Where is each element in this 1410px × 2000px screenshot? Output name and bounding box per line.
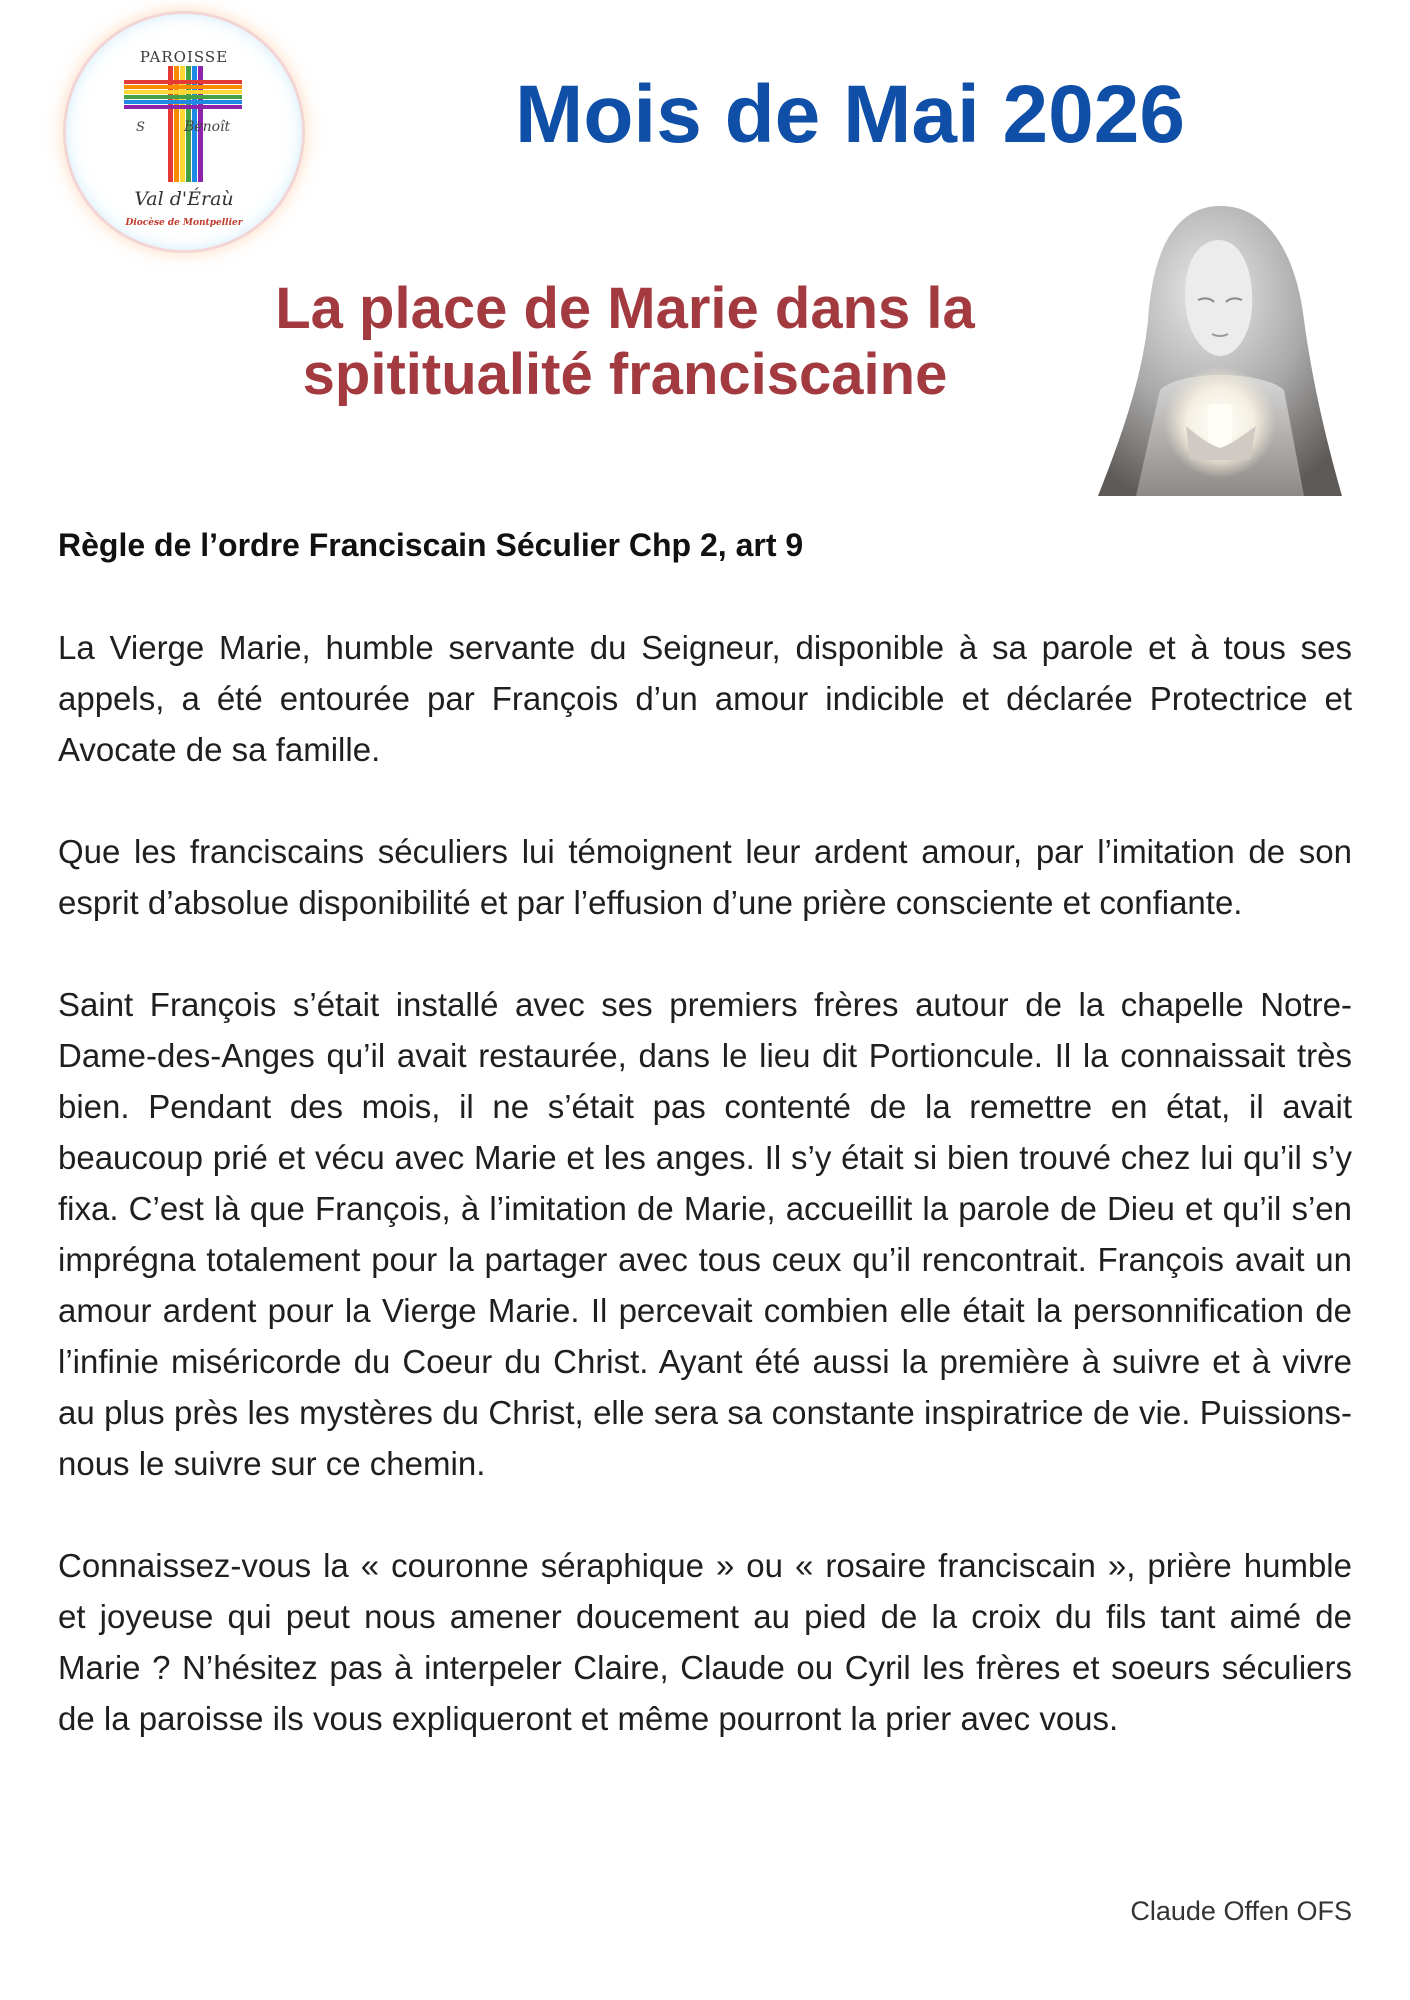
paragraph-1: La Vierge Marie, humble servante du Seigneur, disponible à sa parole et à tous ses appels, a été entourée par François d’un amour indicible et déclarée Protectrice et Avocate de sa famille. (58, 629, 1352, 768)
logo-paroisse-text: PAROISSE (139, 48, 229, 66)
paragraph-3: Saint François s’était installé avec ses premiers frères autour de la chapelle Notre-Dame-des-Anges qu’il avait restaurée, dans le lieu dit Portioncule. Il la connaissait très bien. Pendant des mois, il ne s’était pas contenté de la remettre en état, il avait beaucoup prié et vécu avec Marie et les anges. Il s’y était si bien trouvé chez lui qu’il s’y fixa. C’est là que François, à l’imitation de Marie, accueillit la parole de Dieu et qu’il s’en imprégna totalement pour la partager avec tous ceux qu’il rencontrait. François avait un amour ardent pour la Vierge Marie. Il percevait combien elle était la personnification de l’infinie miséricorde du Coeur du Christ. Ayant été aussi la première à suivre et à vivre au plus près les mystères du Christ, elle sera sa constante inspiratrice de vie. Puissions-nous le suivre sur ce chemin. (58, 986, 1352, 1482)
rule-heading: Règle de l’ordre Franciscain Séculier Chp 2, art 9 (58, 527, 804, 563)
logo-benoit-text: Benoît (184, 119, 231, 135)
main-title (200, 276, 1050, 407)
author-signature: Claude Offen OFS (1130, 1896, 1352, 1926)
logo-val-derau-text: Val d'Éraù (134, 188, 234, 210)
logo-s-text: S (136, 120, 145, 135)
paragraph-2: Que les franciscains séculiers lui témoignent leur ardent amour, par l’imitation de son esprit d’absolue disponibilité et par l’effusion d’une prière consciente et confiante. (58, 833, 1352, 921)
cross-horizontal-bar (124, 90, 242, 94)
main-title-line-2: spititualité franciscaine (302, 341, 948, 407)
cross-horizontal-bar (124, 80, 242, 84)
month-title: Mois de Mai 2026 (515, 69, 1185, 160)
cross-horizontal-bar (124, 100, 242, 104)
article-body (58, 520, 1352, 1795)
cross-horizontal-bar (124, 105, 242, 109)
logo-diocese-text: Diocèse de Montpellier (125, 218, 243, 228)
main-title-line-1: La place de Marie dans la (275, 276, 975, 341)
paragraph-4: Connaissez-vous la « couronne séraphique » ou « rosaire franciscain », prière humble et joyeuse qui peut nous amener doucement au pied de la croix du fils tant aimé de Marie ? N’hésitez pas à interpeler Claire, Claude ou Cyril les frères et soeurs séculiers de la paroisse ils vous expliqueront et même pourront la prier avec vous. (58, 1547, 1352, 1737)
cross-horizontal-bar (124, 95, 242, 99)
cross-horizontal-bar (124, 85, 242, 89)
virgin-mary-statue-icon (1090, 200, 1350, 500)
parish-logo (66, 14, 302, 250)
